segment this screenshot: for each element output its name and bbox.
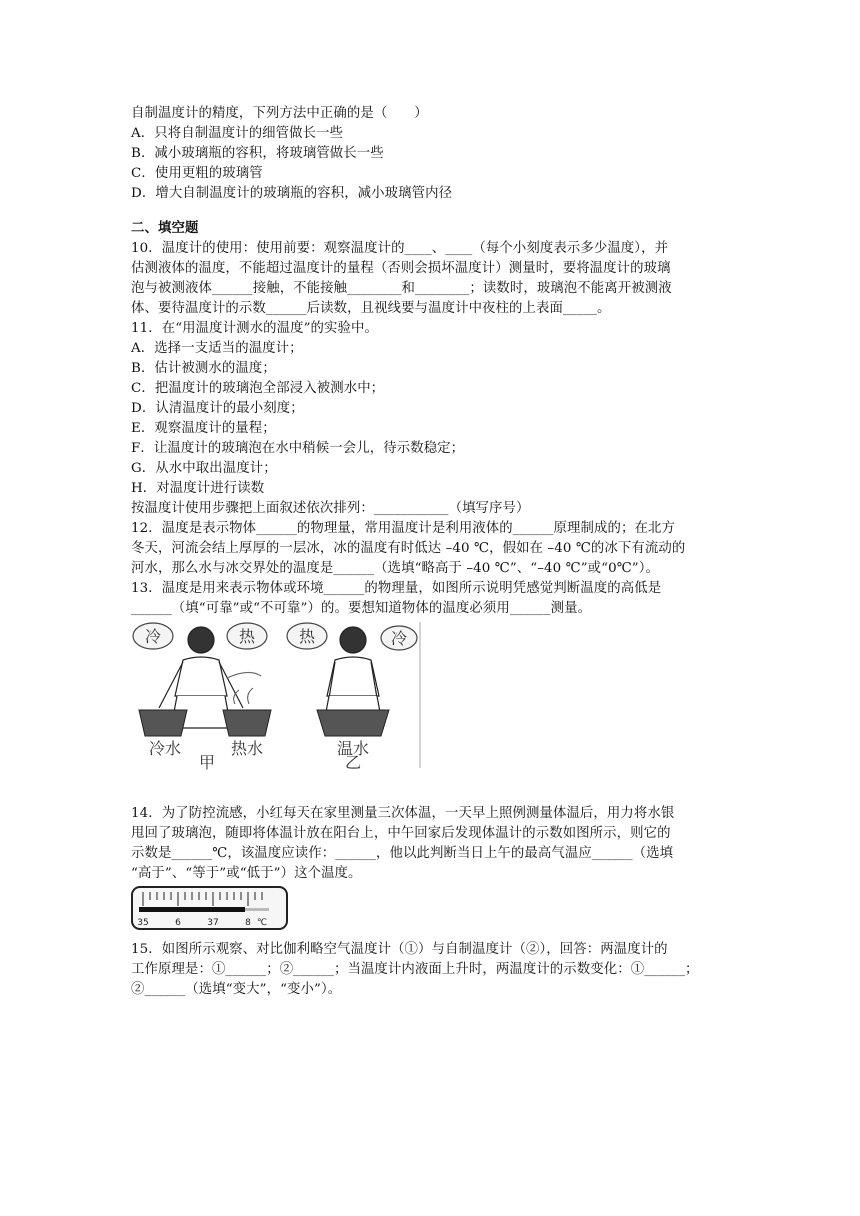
section-heading: 二、填空题	[131, 220, 199, 236]
q11-step-g: G．从水中取出温度计；	[131, 461, 277, 476]
q9-option-a: A．只将自制温度计的细管做长一些	[131, 126, 344, 141]
svg-text:热: 热	[238, 627, 256, 646]
q14-line-3: 示数是______℃，该温度应读作：______，他以此判断当日上午的最高气温应______（选填	[131, 846, 674, 861]
scale-label-38: 8	[245, 918, 251, 928]
basin-hot	[223, 688, 271, 736]
q15-line-1: 15．如图所示观察、对比伽利略空气温度计（①）与自制温度计（②），回答：两温度计的	[131, 942, 668, 957]
q13-line-2: ______（填“可靠”或“不可靠”）的。要想知道物体的温度必须用______测量。	[131, 601, 592, 616]
label-warm-water: 温水	[336, 739, 370, 758]
scale-label-36: 6	[175, 918, 181, 928]
basin-cold	[139, 710, 187, 736]
q11-step-b: B．估计被测水的温度；	[131, 361, 276, 376]
clinical-thermometer-svg	[131, 884, 289, 934]
q10-line-4: 体、要待温度计的示数______后读数，且视线要与温度计中夜柱的上表面_____。	[131, 301, 611, 316]
q11-step-f: F．让温度计的玻璃泡在水中稍候一会儿，待示数稳定；	[131, 441, 465, 456]
q15-line-3: ②______（选填“变大”，“变小”）。	[131, 982, 342, 997]
q11-step-d: D．认清温度计的最小刻度；	[131, 401, 304, 416]
scale-label-37: 37	[207, 918, 219, 928]
q9-option-b: B．减小玻璃瓶的容积，将玻璃管做长一些	[131, 146, 384, 161]
svg-text:冷: 冷	[144, 627, 162, 646]
q13-figure-svg	[131, 618, 423, 770]
q9-stem: 自制温度计的精度，下列方法中正确的是（ ）	[131, 106, 428, 121]
bubble-cold-left	[133, 623, 173, 649]
q11-step-c: C．把温度计的玻璃泡全部浸入被测水中；	[131, 381, 385, 396]
svg-text:冷: 冷	[390, 629, 408, 648]
q10-line-2: 估测液体的温度，不能超过温度计的量程（否则会损坏温度计）测量时，要将温度计的玻璃	[131, 261, 671, 276]
q9-option-c: C．使用更粗的玻璃管	[131, 166, 263, 181]
q13-figure	[131, 618, 423, 770]
scale-unit: ℃	[256, 918, 268, 928]
q11-stem: 11．在“用温度计测水的温度”的实验中。	[131, 321, 378, 336]
q14-line-2: 甩回了玻璃泡，随即将体温计放在阳台上，中午回家后发现体温计的示数如图所示，则它的	[131, 826, 671, 841]
q10-line-1: 10．温度计的使用：使用前要：观察温度计的____、____（每个小刻度表示多少温度），并	[131, 241, 669, 256]
q13-line-1: 13．温度是用来表示物体或环境______的物理量，如图所示说明凭感觉判断温度的高低是	[131, 581, 662, 596]
label-cold-water: 冷水	[148, 739, 182, 758]
clinical-thermometer-figure	[131, 884, 289, 934]
bubble-hot-left	[227, 623, 267, 649]
label-hot-water: 热水	[230, 739, 264, 758]
q12-line-1: 12．温度是表示物体______的物理量，常用温度计是利用液体的______原理制成的；在北方	[131, 521, 675, 536]
q10-line-3: 泡与被测液体______接触，不能接触________和________；读数时，玻璃泡不能离开被测液	[131, 281, 672, 296]
q11-step-a: A．选择一支适当的温度计；	[131, 341, 303, 356]
q14-line-4: “高于”、“等于”或“低于”）这个温度。	[131, 866, 362, 881]
caption-jia: 甲	[198, 753, 216, 770]
caption-yi: 乙	[344, 753, 362, 770]
q11-step-e: E．观察温度计的量程；	[131, 421, 276, 436]
svg-text:热: 热	[298, 627, 316, 646]
q11-order-prompt: 按温度计使用步骤把上面叙述依次排列：___________（填写序号）	[131, 501, 530, 516]
bubble-cold-right	[381, 626, 417, 650]
bubble-hot-right	[287, 623, 327, 649]
q12-line-2: 冬天，河流会结上厚厚的一层冰，冰的温度有时低达 –40 ℃，假如在 –40 ℃的冰下有流动的	[131, 541, 686, 556]
scale-label-35: 35	[137, 918, 149, 928]
mercury-column	[139, 907, 245, 912]
basin-warm	[317, 710, 389, 736]
q12-line-3: 河水，那么水与冰交界处的温度是______（选填“略高于 –40 ℃”、“–40 ℃”或“0℃”）。	[131, 561, 660, 576]
q9-option-d: D．增大自制温度计的玻璃瓶的容积，减小玻璃管内径	[131, 186, 453, 201]
q15-line-2: 工作原理是：①______；②______；当温度计内液面上升时，两温度计的示数变化：①______；	[131, 962, 699, 977]
q14-line-1: 14．为了防控流感，小红每天在家里测量三次体温，一天早上照例测量体温后，用力将水银	[131, 806, 675, 821]
q11-step-h: H．对温度计进行读数	[131, 481, 265, 496]
